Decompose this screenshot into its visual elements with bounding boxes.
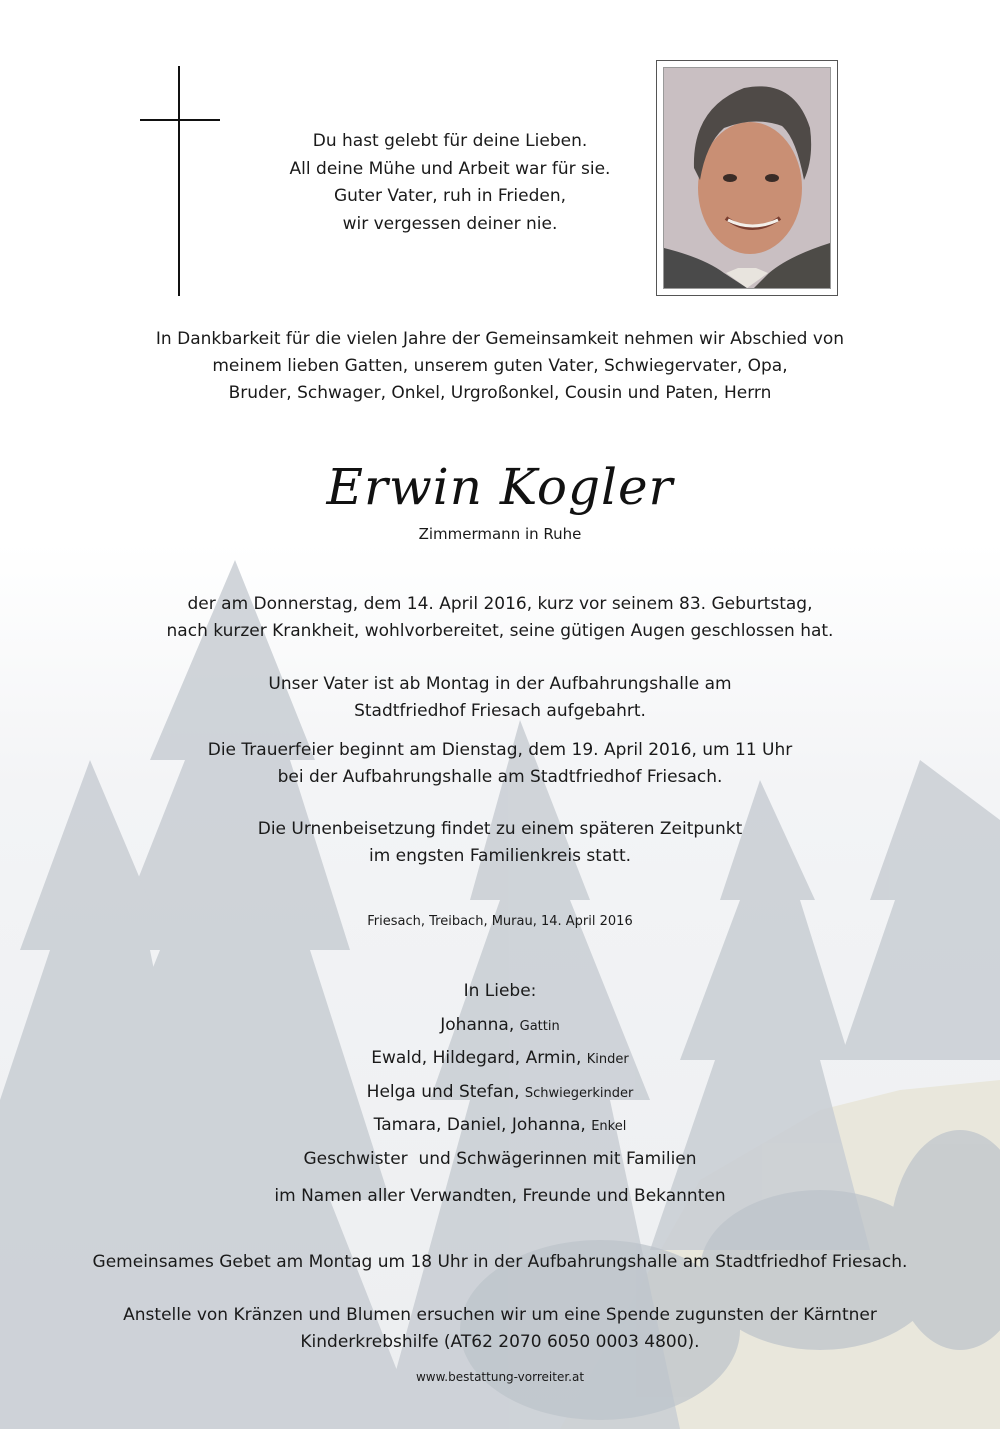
funeral-line: bei der Aufbahrungshalle am Stadtfriedhof Friesach. (277, 767, 723, 787)
funeral-notice (40, 737, 960, 791)
mourner-role: Schwiegerkinder (524, 1085, 634, 1101)
death-notice-line: nach kurzer Krankheit, wohlvorbereitet, seine gütigen Augen geschlossen hat. (166, 621, 834, 641)
mourners-heading: In Liebe: (463, 981, 537, 1001)
mourner-entry (40, 1112, 960, 1146)
donation-line: Anstelle von Kränzen und Blumen ersuchen wir um eine Spende zugunsten der Kärntner (123, 1305, 877, 1325)
memorial-verse (230, 128, 670, 238)
urn-line: im engsten Familienkreis statt. (368, 846, 632, 866)
cross-symbol-bar (140, 119, 220, 121)
portrait-photo (663, 67, 831, 289)
deceased-occupation: Zimmermann in Ruhe (418, 525, 582, 543)
mourner-role: Kinder (586, 1052, 629, 1067)
intro-line: Bruder, Schwager, Onkel, Urgroßonkel, Cousin und Paten, Herrn (228, 383, 772, 403)
mourner-names: Helga und Stefan, (366, 1081, 520, 1102)
verse-line: Du hast gelebt für deine Lieben. (312, 131, 588, 151)
intro-line: In Dankbarkeit für die vielen Jahre der Gemeinsamkeit nehmen wir Abschied von (155, 329, 845, 349)
cross-symbol (178, 66, 180, 296)
mourner-entry (40, 1045, 960, 1079)
mourners-relatives: im Namen aller Verwandten, Freunde und Bekannten (274, 1186, 726, 1206)
mourner-role: Enkel (591, 1119, 627, 1134)
donation-line: Kinderkrebshilfe (AT62 2070 6050 0003 4800). (300, 1332, 700, 1352)
laid-out-notice (40, 671, 960, 725)
portrait-illustration (664, 68, 830, 288)
prayer-notice: Gemeinsames Gebet am Montag um 18 Uhr in der Aufbahrungshalle am Stadtfriedhof Friesach. (92, 1252, 908, 1272)
deceased-name: Erwin Kogler (326, 458, 674, 516)
mourners-siblings: Geschwister und Schwägerinnen mit Familien (303, 1148, 697, 1169)
mourner-names: Ewald, Hildegard, Armin, (371, 1048, 582, 1068)
funeral-home-website: www.bestattung-vorreiter.at (415, 1370, 585, 1384)
funeral-line: Die Trauerfeier beginnt am Dienstag, dem 19. April 2016, um 11 Uhr (207, 740, 793, 760)
urn-notice (40, 816, 960, 870)
intro-line: meinem lieben Gatten, unserem guten Vater, Schwiegervater, Opa, (212, 356, 788, 376)
verse-line: Guter Vater, ruh in Frieden, (333, 186, 567, 206)
portrait-frame (656, 60, 838, 296)
mourner-role: Gattin (519, 1018, 560, 1034)
death-notice (40, 591, 960, 645)
mourner-entry (40, 1012, 960, 1046)
verse-line: All deine Mühe und Arbeit war für sie. (289, 158, 611, 179)
laid-out-line: Stadtfriedhof Friesach aufgebahrt. (354, 701, 646, 721)
urn-line: Die Urnenbeisetzung findet zu einem späteren Zeitpunkt (257, 819, 743, 839)
date-place: Friesach, Treibach, Murau, 14. April 2016 (367, 914, 633, 929)
farewell-intro (40, 326, 960, 407)
laid-out-line: Unser Vater ist ab Montag in der Aufbahrungshalle am (268, 674, 732, 694)
mourner-entry (40, 1079, 960, 1113)
mourners-list (40, 978, 960, 1217)
mourner-names: Tamara, Daniel, Johanna, (373, 1115, 586, 1135)
mourner-names: Johanna, (440, 1014, 515, 1035)
donation-notice (40, 1302, 960, 1356)
death-notice-line: der am Donnerstag, dem 14. April 2016, kurz vor seinem 83. Geburtstag, (187, 594, 813, 614)
verse-line: wir vergessen deiner nie. (342, 213, 558, 234)
